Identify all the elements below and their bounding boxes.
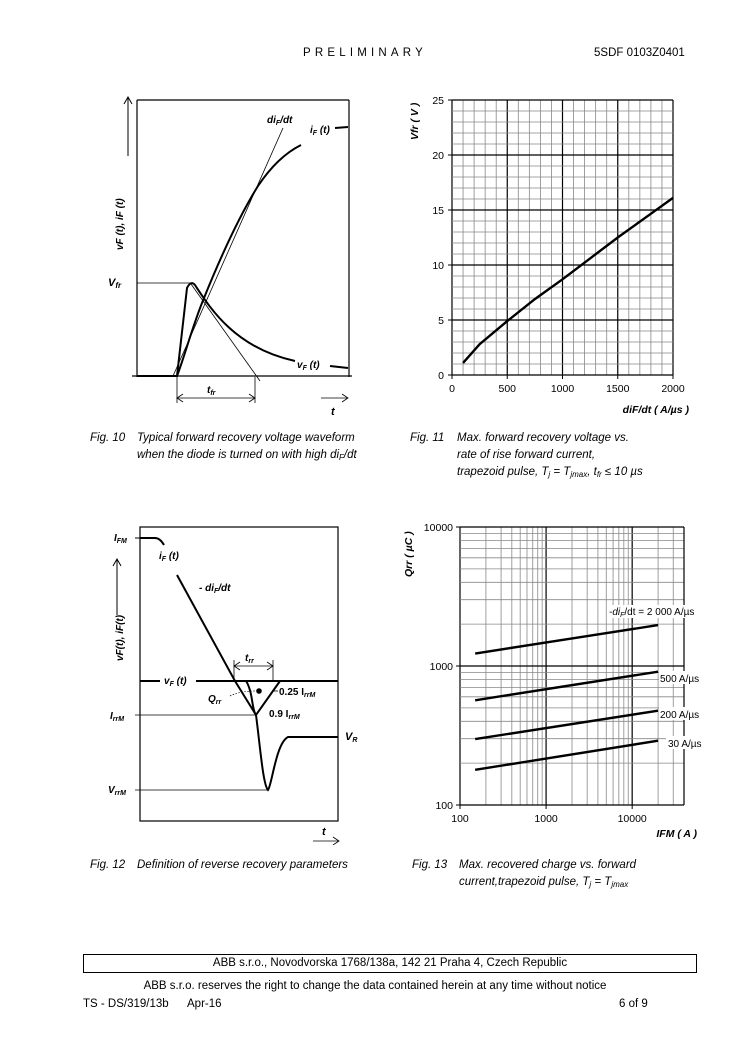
- fig13-series-line-1: [475, 672, 658, 701]
- footer-address-box: ABB s.r.o., Novodvorska 1768/138a, 142 21 Praha 4, Czech Republic: [83, 954, 697, 973]
- fig13-series-label-2000: $-di_F/dt = 2$ 000 A/µs: [609, 607, 695, 619]
- fig11-x-tick-label: 1500: [606, 383, 630, 395]
- footer-doc-id: TS - DS/319/13b: [83, 998, 169, 1010]
- fig13-series-line-3: [475, 741, 658, 770]
- fig10-tfr-label: $t_{fr}$: [207, 385, 216, 397]
- fig11-y-tick-label: 0: [438, 370, 444, 382]
- fig12-number: Fig. 12: [90, 859, 126, 871]
- fig12-t-label: t: [322, 826, 326, 838]
- fig12-trr-label: $t_{rr}$: [245, 653, 254, 665]
- fig13-caption-line2: current,trapezoid pulse, $T_j = T_{jmax}$: [459, 876, 629, 889]
- fig10-if-curve-tail: [335, 127, 348, 128]
- fig10-y-axis-label: vF (t), iF (t): [115, 198, 126, 250]
- fig13-x-tick-label: 1000: [534, 813, 558, 825]
- fig12-vr-label: VR: [345, 731, 358, 744]
- fig13-y-axis-label: Qrr ( µC ): [403, 531, 415, 577]
- fig12-caption: [90, 857, 390, 877]
- fig13-y-tick-label: 10000: [423, 522, 453, 534]
- fig12-ifm-label: $I_{FM}$: [114, 533, 127, 545]
- fig12-vf-label: $v_F$ (t): [164, 676, 187, 688]
- fig12-dif-dt-label: - $di_F/dt$: [199, 583, 231, 595]
- fig10-caption: [90, 430, 390, 470]
- fig11-y-tick-label: 10: [432, 260, 444, 272]
- fig10-if-label: $i_F$ (t): [310, 125, 330, 137]
- fig11-caption-line3: trapezoid pulse, $T_j = T_{jmax}$, $t_{fr} \le 10$ µs: [457, 466, 643, 479]
- fig10-vf-curve-tail: [330, 366, 348, 368]
- footer-date: Apr-16: [187, 998, 222, 1010]
- fig13-caption-line1: Max. recovered charge vs. forward: [459, 859, 637, 871]
- fig11-y-tick-label: 15: [432, 205, 444, 217]
- fig11-y-tick-label: 5: [438, 315, 444, 327]
- fig13-x-axis-label: IFM ( A ): [656, 828, 697, 840]
- fig10-tfr-tangent: [191, 284, 260, 381]
- fig12-diagram: [80, 515, 380, 845]
- fig11-caption: [410, 430, 710, 485]
- fig12-p09-label: 0.9 $I_{rrM}$: [269, 709, 300, 721]
- part-number: 5SDF 0103Z0401: [594, 47, 685, 59]
- fig12-irrm-label: $I_{rrM}$: [110, 711, 125, 723]
- fig10-caption-line2: when the diode is turned on with high $di_F/dt$: [137, 449, 357, 462]
- fig10-vfr-label: Vfr: [108, 277, 122, 290]
- fig10-number: Fig. 10: [90, 432, 126, 444]
- fig11-number: Fig. 11: [410, 432, 445, 444]
- fig10-t-label: t: [331, 406, 335, 418]
- fig11-caption-line1: Max. forward recovery voltage vs.: [457, 432, 629, 444]
- footer-notice: ABB s.r.o. reserves the right to change the data contained herein at any time without notice: [143, 980, 607, 992]
- fig10-vf-curve: [177, 283, 295, 376]
- fig12-if-top: [140, 538, 164, 545]
- fig11-x-axis-label: diF/dt ( A/µs ): [622, 404, 689, 416]
- fig11-y-axis-label: Vfr ( V ): [409, 102, 421, 140]
- fig12-caption-line1: Definition of reverse recovery parameters: [137, 859, 348, 871]
- fig10-diagram: [80, 88, 380, 423]
- fig12-vrrm-label: $V_{rrM}$: [108, 785, 126, 797]
- fig12-qrr-label: $Q_{rr}$: [208, 694, 222, 706]
- fig13-x-tick-label: 100: [451, 813, 469, 825]
- fig11-y-tick-label: 25: [432, 95, 444, 107]
- fig12-if-label: $i_F$ (t): [159, 551, 179, 563]
- fig13-number: Fig. 13: [412, 859, 448, 871]
- fig13-y-tick-label: 1000: [429, 661, 453, 673]
- fig11-chart: [400, 88, 710, 423]
- fig11-x-tick-label: 500: [498, 383, 517, 395]
- fig12-if-curve: [177, 575, 256, 715]
- fig13-x-tick-label: 10000: [617, 813, 647, 825]
- fig12-qrr-dot: [256, 688, 262, 694]
- footer-page-number: 6 of 9: [619, 998, 648, 1010]
- fig10-if-curve: [137, 145, 301, 376]
- fig12-y-axis-label: vF(t), iF(t): [115, 614, 126, 661]
- preliminary-label: PRELIMINARY: [303, 47, 427, 59]
- fig11-x-tick-label: 0: [449, 383, 455, 395]
- fig13-caption: [412, 857, 712, 897]
- fig13-series-line-0: [475, 625, 658, 653]
- fig10-caption-line1: Typical forward recovery voltage waveform: [137, 432, 355, 444]
- fig10-vf-label: $v_F$ (t): [297, 360, 320, 372]
- fig13-series-line-2: [475, 711, 658, 739]
- fig13-series-label-200: 200 A/µs: [660, 710, 700, 721]
- fig13-series-label-500: 500 A/µs: [660, 674, 700, 685]
- fig11-caption-line2: rate of rise forward current,: [457, 449, 596, 461]
- fig11-x-tick-label: 2000: [661, 383, 685, 395]
- fig10-dif-dt-label: $di_F/dt$: [267, 115, 293, 127]
- fig13-series-label-30: 30 A/µs: [668, 739, 702, 750]
- fig11-series-line: [463, 198, 673, 363]
- fig13-y-tick-label: 100: [435, 800, 453, 812]
- fig13-chart: [400, 515, 710, 845]
- fig12-voltage-curve: [256, 715, 338, 790]
- fig12-p025-label: 0.25 $I_{rrM}$: [279, 687, 316, 699]
- fig11-x-tick-label: 1000: [550, 383, 575, 395]
- fig11-y-tick-label: 20: [432, 150, 444, 162]
